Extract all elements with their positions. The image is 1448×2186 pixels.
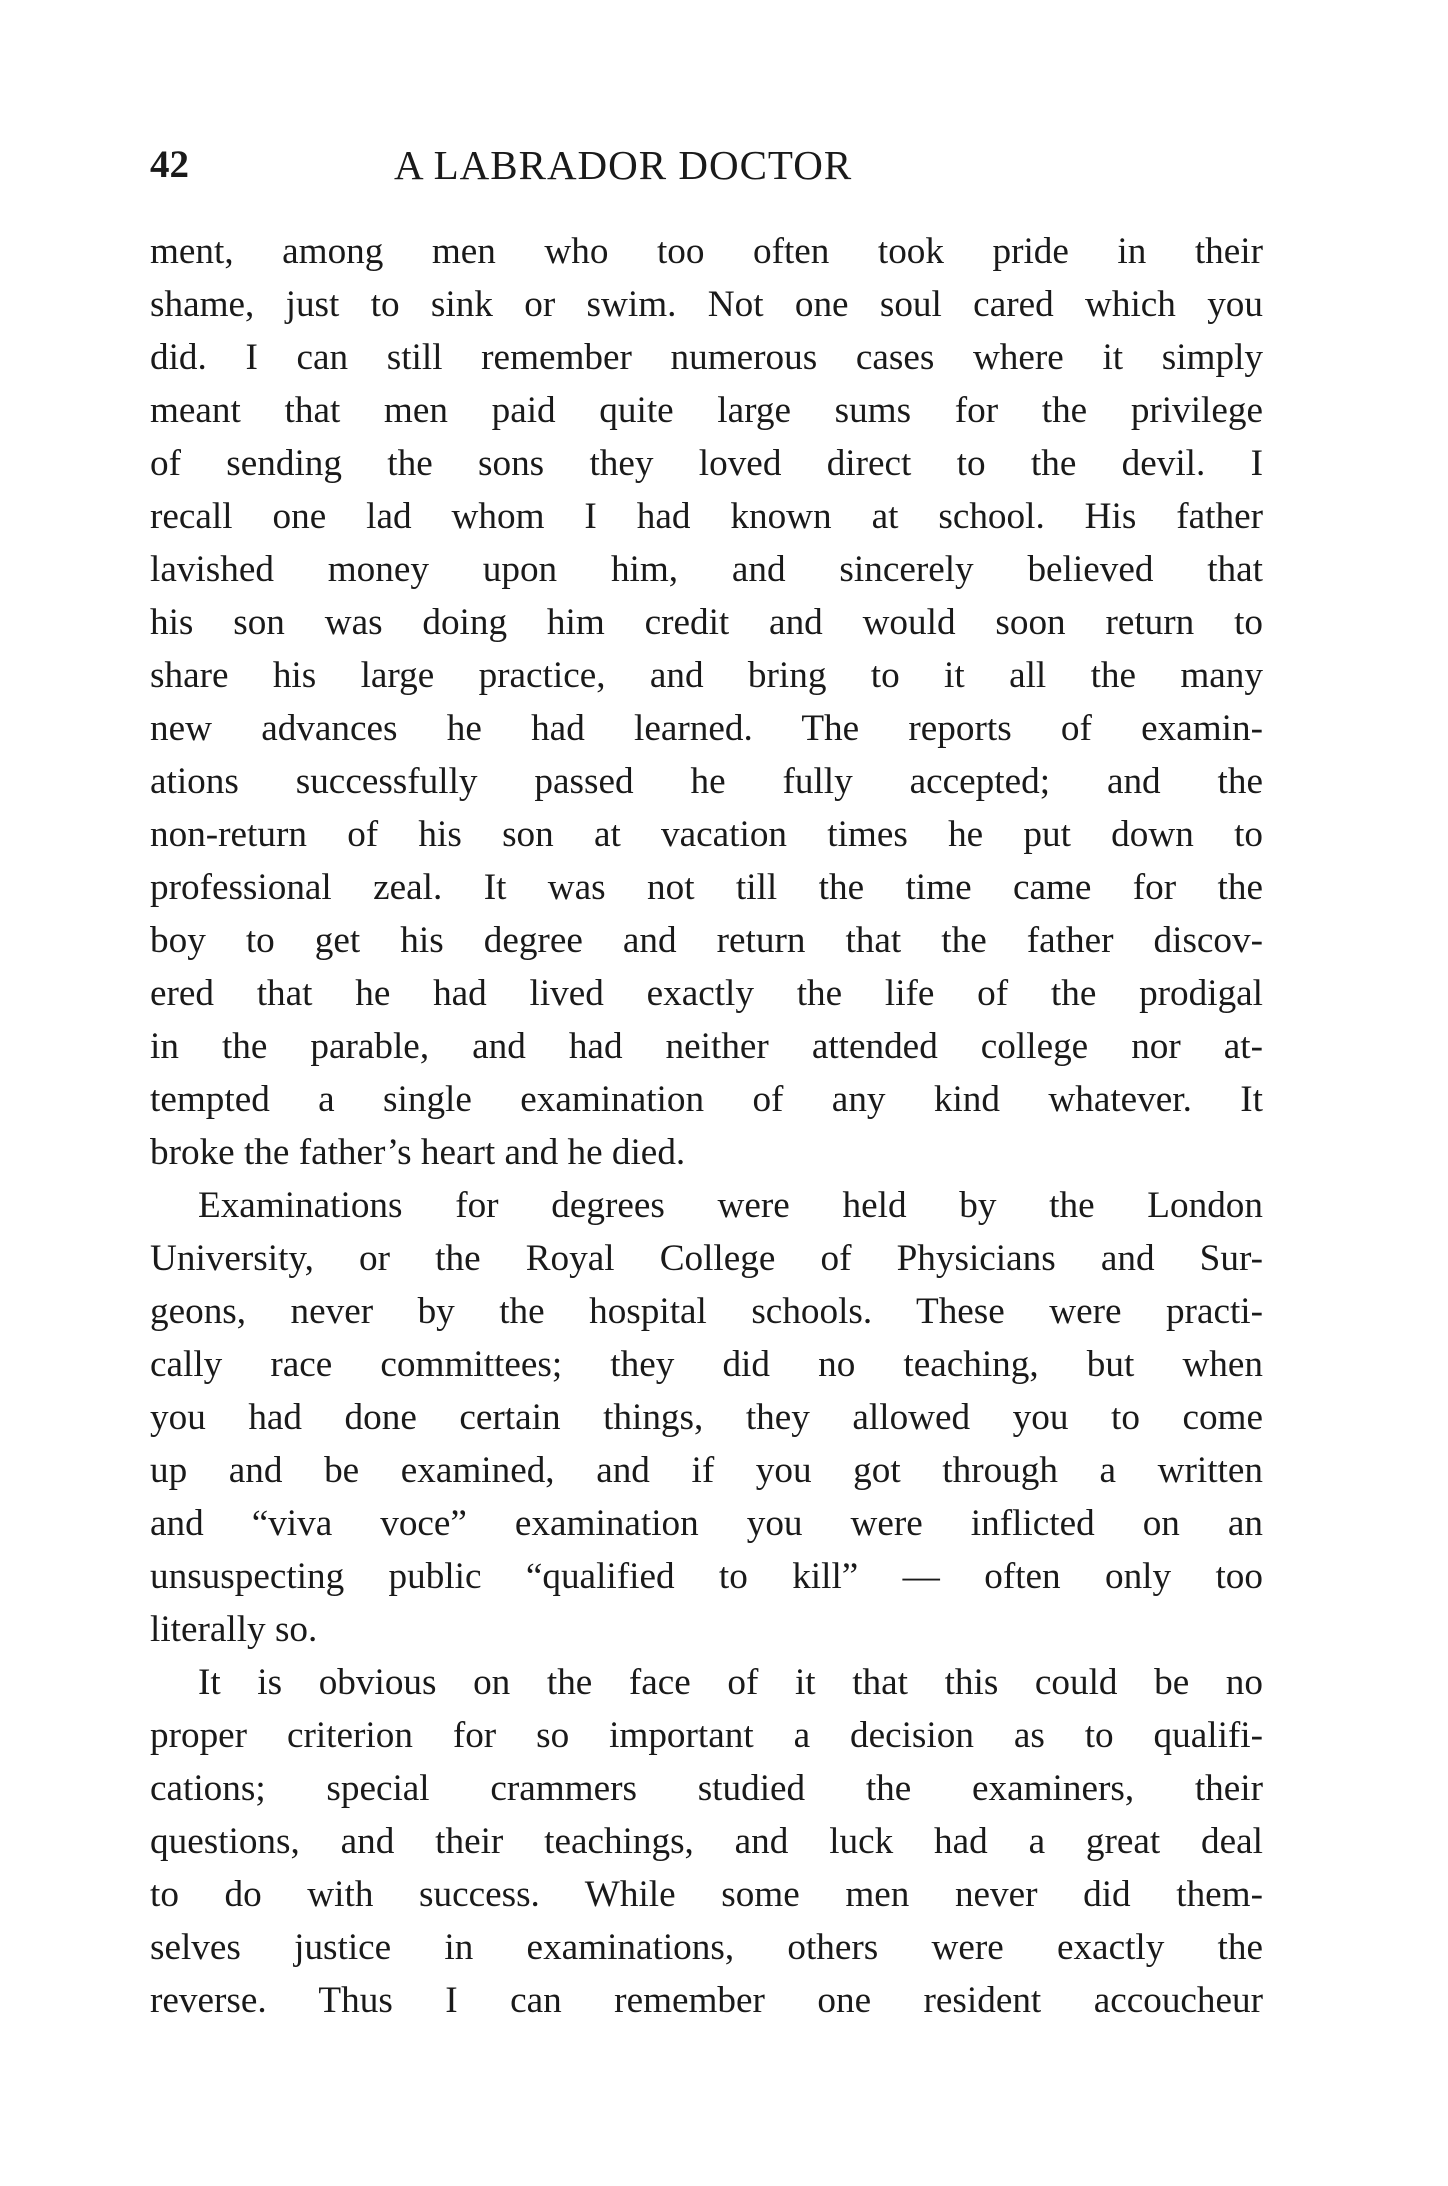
text-line: University, or the Royal College of Physicians and Sur- (150, 1238, 1263, 1279)
text-line: ered that he had lived exactly the life of the prodigal (150, 973, 1263, 1014)
text-line: professional zeal. It was not till the time came for the (150, 867, 1263, 908)
text-line: boy to get his degree and return that the father discov- (150, 920, 1263, 961)
text-line: his son was doing him credit and would soon return to (150, 602, 1263, 643)
text-line: new advances he had learned. The reports of examin- (150, 708, 1263, 749)
text-line: Examinations for degrees were held by the London (198, 1185, 1263, 1226)
text-line: recall one lad whom I had known at school. His father (150, 496, 1263, 537)
text-line: in the parable, and had neither attended college nor at- (150, 1026, 1263, 1067)
text-line: share his large practice, and bring to it all the many (150, 655, 1263, 696)
text-line: It is obvious on the face of it that this could be no (198, 1662, 1263, 1703)
text-line: reverse. Thus I can remember one resident accoucheur (150, 1980, 1263, 2021)
text-line: meant that men paid quite large sums for the privilege (150, 390, 1263, 431)
text-line: questions, and their teachings, and luck had a great deal (150, 1821, 1263, 1862)
text-line: non-return of his son at vacation times he put down to (150, 814, 1263, 855)
running-head (150, 135, 1260, 195)
text-line: ment, among men who too often took pride in their (150, 231, 1263, 272)
text-line: cations; special crammers studied the examiners, their (150, 1768, 1263, 1809)
text-line: ations successfully passed he fully accepted; and the (150, 761, 1263, 802)
text-line: geons, never by the hospital schools. These were practi- (150, 1291, 1263, 1332)
text-line: literally so. (150, 1609, 318, 1650)
text-line: unsuspecting public “qualified to kill” — often only too (150, 1556, 1263, 1597)
text-line: and “viva voce” examination you were inflicted on an (150, 1503, 1263, 1544)
text-line: to do with success. While some men never did them- (150, 1874, 1263, 1915)
page-number: 42 (150, 143, 189, 186)
text-line: did. I can still remember numerous cases where it simply (150, 337, 1263, 378)
text-line: cally race committees; they did no teaching, but when (150, 1344, 1263, 1385)
text-line: of sending the sons they loved direct to the devil. I (150, 443, 1263, 484)
text-line: up and be examined, and if you got through a written (150, 1450, 1263, 1491)
text-line: selves justice in examinations, others were exactly the (150, 1927, 1263, 1968)
text-line: you had done certain things, they allowed you to come (150, 1397, 1263, 1438)
text-line: proper criterion for so important a decision as to qualifi- (150, 1715, 1263, 1756)
text-line: broke the father’s heart and he died. (150, 1132, 686, 1173)
running-title: A LABRADOR DOCTOR (394, 142, 853, 188)
text-line: shame, just to sink or swim. Not one soul cared which you (150, 284, 1263, 325)
body-text (150, 225, 1263, 2027)
text-line: tempted a single examination of any kind whatever. It (150, 1079, 1263, 1120)
text-line: lavished money upon him, and sincerely believed that (150, 549, 1263, 590)
